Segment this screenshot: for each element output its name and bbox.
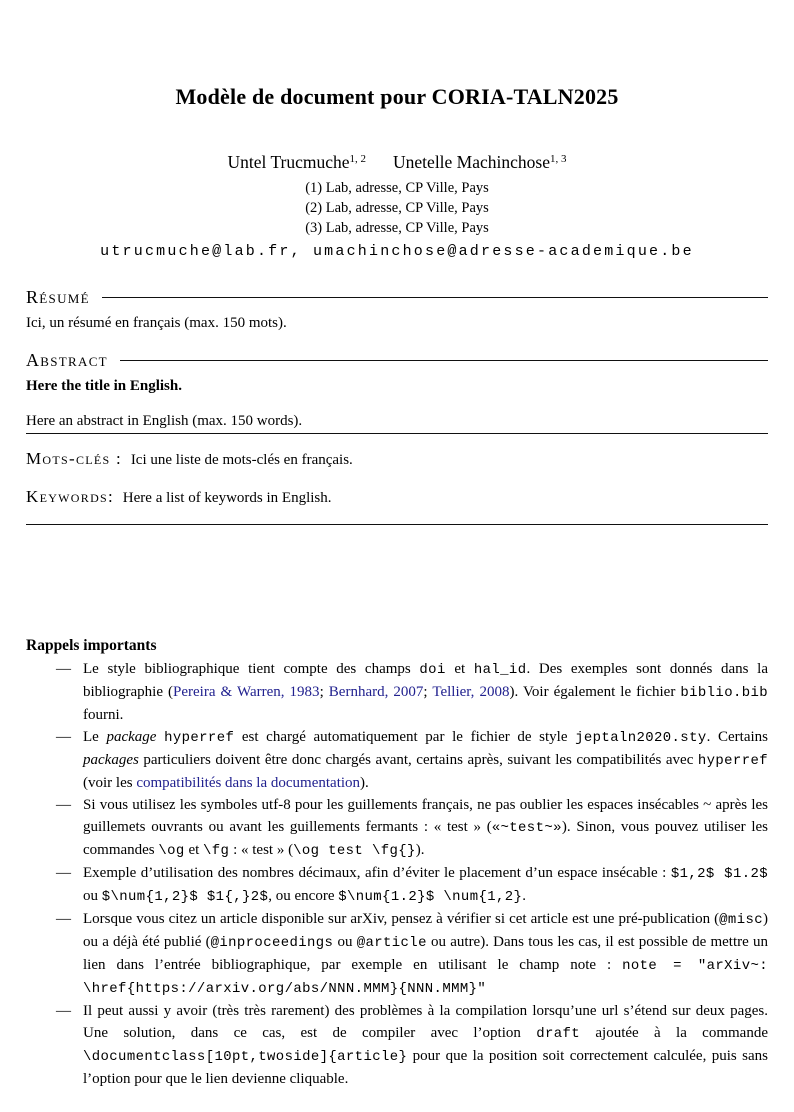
text-run: Exemple d’utilisation des nombres décimaux, afin d’éviter le placement d’un espace insécable : — [83, 865, 671, 881]
bullet-text — [83, 794, 768, 862]
text-run: pour que la position soit correctement calculée, puis sans l’option pour que le lien devienne cliquable. — [83, 1048, 768, 1087]
text-run: . — [522, 888, 527, 904]
inline-code: doi — [419, 662, 446, 678]
text-run: packages — [83, 752, 139, 768]
affiliations — [26, 178, 768, 238]
bullet-item — [26, 658, 768, 726]
resume-text: Ici, un résumé en français (max. 150 mots). — [26, 315, 287, 331]
inline-code: @article — [356, 935, 427, 951]
inline-code: $1,2$ $1.2$ — [670, 866, 768, 882]
bullet-dash: — — [56, 729, 71, 745]
text-run: fourni. — [83, 707, 124, 723]
text-run: ; — [319, 684, 329, 700]
text-run — [156, 729, 164, 745]
bullet-text — [83, 862, 768, 908]
section-heading: Rappels importants — [26, 637, 157, 654]
inline-code: @inproceedings — [210, 935, 334, 951]
bullet-text — [83, 658, 768, 726]
affiliation-3: (3) Lab, adresse, CP Ville, Pays — [305, 220, 489, 236]
inline-code: note = "arXiv~: \href{https://arxiv.org/abs/NNN.MMM}{NNN.MMM}" — [83, 958, 768, 997]
page-title: Modèle de document pour CORIA-TALN2025 — [175, 84, 619, 109]
affiliation-1: (1) Lab, adresse, CP Ville, Pays — [305, 180, 489, 196]
inline-code: hyperref — [164, 730, 235, 746]
motscles-line — [26, 448, 768, 471]
text-run: Le style bibliographique tient compte des champs — [83, 661, 420, 677]
author-2 — [393, 152, 566, 172]
text-run: : « test » ( — [229, 842, 294, 858]
resume-heading-row — [26, 287, 768, 308]
text-run: ). Sinon, vous pouvez utiliser les commandes — [83, 819, 768, 858]
abstract-heading-rule — [120, 360, 768, 361]
citation-link[interactable]: Pereira & Warren, 1983 — [173, 684, 320, 700]
english-title: Here the title in English. — [26, 378, 182, 394]
text-run: Le — [83, 729, 107, 745]
author-1 — [228, 152, 367, 172]
abstract-text: Here an abstract in English (max. 150 words). — [26, 411, 768, 434]
citation-link[interactable]: Tellier, 2008 — [432, 684, 510, 700]
bullet-list — [26, 658, 768, 1090]
bullet-item — [26, 862, 768, 908]
bullet-item — [26, 1000, 768, 1090]
author-2-affil-sup: 1, 3 — [549, 153, 567, 165]
author-emails: utrucmuche@lab.fr, umachinchose@adresse-academique.be — [100, 243, 694, 260]
inline-code: $\num{1,2}$ $1{,}2$ — [101, 889, 269, 905]
text-run: ou autre). Dans tous les cas, il est possible de mettre un lien dans l’entrée bibliographique, par exemple en utilisant le champ note : — [83, 934, 768, 973]
inline-code: \og — [158, 843, 185, 859]
text-run: ). — [360, 775, 369, 791]
bullet-dash: — — [56, 797, 71, 813]
text-run: ; — [423, 684, 433, 700]
inline-code: «~test~» — [491, 820, 562, 836]
inline-code: biblio.bib — [680, 685, 769, 701]
inline-code: $\num{1.2}$ \num{1,2} — [338, 889, 523, 905]
text-run: est chargé automatiquement par le fichier de style — [234, 729, 576, 745]
resume-heading: Résumé — [26, 287, 90, 307]
text-run: . Certains — [706, 729, 768, 745]
bullet-dash: — — [56, 1003, 71, 1019]
text-run: package — [106, 729, 157, 745]
bullet-dash: — — [56, 865, 71, 881]
text-run: ). — [415, 842, 425, 858]
text-run: et — [184, 842, 204, 858]
inline-code: \og test \fg{} — [293, 843, 416, 859]
motscles-text: Ici une liste de mots-clés en français. — [130, 452, 353, 468]
inline-code: \documentclass[10pt,twoside]{article} — [83, 1049, 408, 1065]
text-run: . Des exemples sont donnés dans la bibliographie ( — [83, 661, 768, 700]
bullet-text — [83, 726, 768, 794]
bullet-dash: — — [56, 661, 71, 677]
bullet-dash: — — [56, 911, 71, 927]
inline-code: jeptaln2020.sty — [575, 730, 707, 746]
resume-heading-rule — [102, 297, 768, 298]
inline-code: hal_id — [473, 662, 527, 678]
bullet-text — [83, 1000, 768, 1090]
affiliation-2: (2) Lab, adresse, CP Ville, Pays — [305, 200, 489, 216]
abstract-block-bottom-rule — [26, 524, 768, 525]
text-run: Il peut aussi y avoir (très très rarement) des problèmes à la compilation lorsqu’une url s’étend sur deux pages. Une solution, dans ce cas, est de compiler avec l’option — [83, 1003, 768, 1041]
text-run: , ou encore — [268, 888, 339, 904]
inline-code: \fg — [203, 843, 230, 859]
keywords-line — [26, 486, 768, 509]
inline-code: hyperref — [697, 753, 768, 769]
bullet-item — [26, 726, 768, 794]
authors-line — [26, 152, 768, 173]
inline-code: draft — [536, 1026, 581, 1042]
bullet-item — [26, 794, 768, 862]
text-run: et — [445, 661, 474, 677]
bullet-text — [83, 908, 768, 1000]
text-run: ) ou a déjà été publié ( — [83, 911, 768, 950]
abstract-block — [26, 287, 768, 525]
hyperlink[interactable]: compatibilités dans la documentation — [136, 775, 361, 791]
text-run: ou — [83, 888, 102, 904]
author-1-name: Untel Trucmuche — [227, 152, 350, 172]
text-run: ou — [333, 934, 357, 950]
text-run: ). Voir également le fichier — [509, 684, 681, 700]
text-run: (voir les — [83, 775, 137, 791]
inline-code: @misc — [719, 912, 763, 928]
keywords-heading: Keywords: — [26, 487, 115, 506]
author-2-name: Unetelle Machinchose — [393, 152, 550, 172]
text-run: ajoutée à la commande — [580, 1025, 768, 1041]
motscles-heading: Mots-clés : — [26, 449, 123, 468]
text-run: Si vous utilisez les symboles utf-8 pour les guillements français, ne pas oublier les espaces insécables ~ après les guillemets ouvrants ou avant les guillements fermants : « test » ( — [83, 797, 768, 835]
text-run: Lorsque vous citez un article disponible sur arXiv, pensez à vérifier si cet article est une pré-publication ( — [83, 911, 720, 927]
citation-link[interactable]: Bernhard, 2007 — [328, 684, 424, 700]
abstract-heading-row — [26, 350, 768, 371]
author-1-affil-sup: 1, 2 — [349, 153, 367, 165]
text-run: particuliers doivent être donc chargés avant, certains après, suivant les compatibilités avec — [138, 752, 698, 768]
bullet-item — [26, 908, 768, 1000]
abstract-heading: Abstract — [26, 350, 108, 370]
keywords-text: Here a list of keywords in English. — [122, 490, 332, 506]
body-section — [26, 637, 768, 1090]
